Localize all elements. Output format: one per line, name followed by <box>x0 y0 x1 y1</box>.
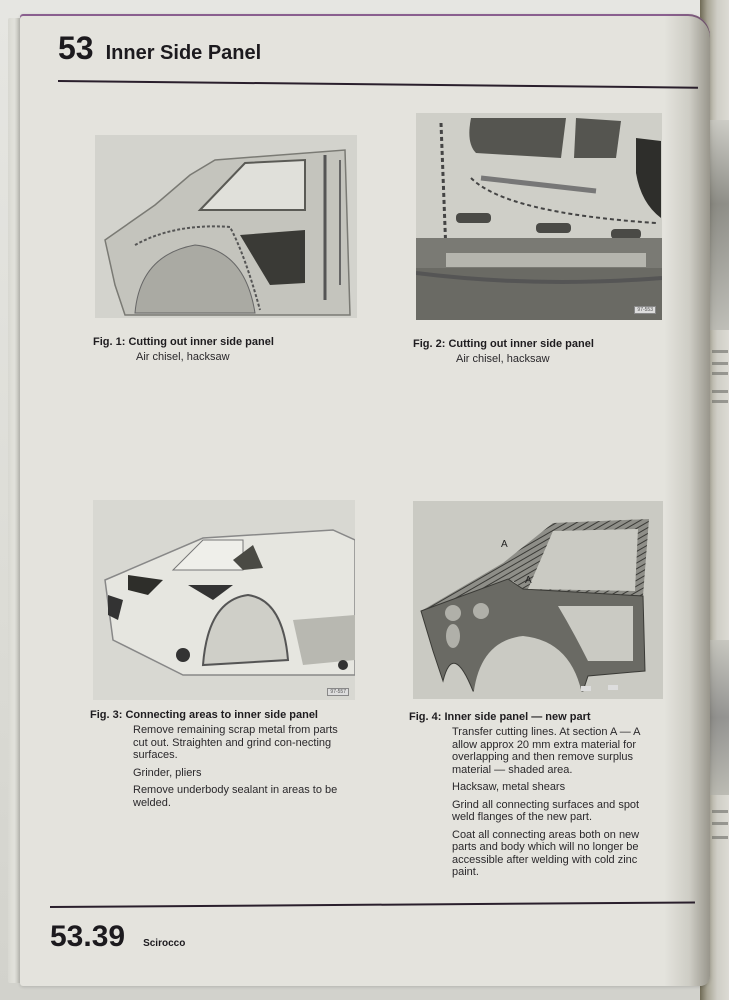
figure-4-caption <box>409 711 667 884</box>
section-marker-a-lower: A <box>525 575 532 586</box>
figure-1-title: Fig. 1: Cutting out inner side panel <box>93 336 274 348</box>
inner-panel-closeup-illustration <box>416 113 662 320</box>
car-body-side-illustration <box>95 135 357 318</box>
adjacent-page-text <box>712 400 728 403</box>
adjacent-page-text <box>712 362 728 365</box>
chapter-number: 53 <box>58 30 94 66</box>
figure-1-caption <box>93 336 383 369</box>
page-curl-shadow <box>664 14 710 986</box>
section-marker-a-upper: A <box>501 539 508 550</box>
page-footer <box>50 920 185 954</box>
figure-4-title: Fig. 4: Inner side panel — new part <box>409 711 591 723</box>
figure-2-body <box>456 353 703 366</box>
figure-2-stamp: 97-553 <box>634 306 656 314</box>
figure-2-caption <box>413 338 703 371</box>
adjacent-page-text <box>712 810 728 813</box>
adjacent-page-image <box>708 120 729 330</box>
figure-4-step-3: Coat all connecting areas both on new parts and body which will no longer be accessible after welding with cold zinc paint. <box>452 828 640 878</box>
figure-3-stamp: 97-557 <box>327 688 349 696</box>
figure-4-body <box>452 726 664 879</box>
adjacent-page-text <box>712 350 728 353</box>
figure-1-body <box>136 351 383 364</box>
figure-3-image <box>93 500 355 700</box>
figure-3-title: Fig. 3: Connecting areas to inner side panel <box>90 709 318 721</box>
figure-2-tools: Air chisel, hacksaw <box>456 353 550 365</box>
adjacent-page-text <box>712 390 728 393</box>
figure-4-step-1: Transfer cutting lines. At section A — A allow approx 20 mm extra material for overlapping and then remove surplus material — shaded area. <box>452 726 640 776</box>
figure-3-caption <box>90 709 350 814</box>
model-name: Scirocco <box>143 938 186 949</box>
figure-2-title: Fig. 2: Cutting out inner side panel <box>413 338 594 350</box>
chapter-title: Inner Side Panel <box>105 42 262 64</box>
page-header <box>58 30 261 67</box>
figure-3-body <box>133 724 345 809</box>
figure-4-tools: Hacksaw, metal shears <box>452 781 566 793</box>
adjacent-page-text <box>712 372 728 375</box>
figure-1-tools: Air chisel, hacksaw <box>136 351 230 363</box>
figure-3-step-1: Remove remaining scrap metal from parts cut out. Straighten and grind con-necting surfaces. <box>133 724 338 761</box>
new-inner-panel-illustration <box>413 501 663 699</box>
figure-3-tools: Grinder, pliers <box>133 766 202 779</box>
adjacent-page-text <box>712 822 728 825</box>
figure-1-image <box>95 135 357 318</box>
car-body-frame-illustration <box>93 500 355 700</box>
figure-4-image <box>413 501 663 699</box>
figure-3-step-2: Remove underbody sealant in areas to be welded. <box>133 784 338 809</box>
page-number: 53.39 <box>50 920 126 953</box>
figure-2-image <box>416 113 662 320</box>
figure-4-step-2: Grind all connecting surfaces and spot weld flanges of the new part. <box>452 798 640 823</box>
adjacent-page-text <box>712 836 728 839</box>
adjacent-page-image <box>708 640 729 795</box>
